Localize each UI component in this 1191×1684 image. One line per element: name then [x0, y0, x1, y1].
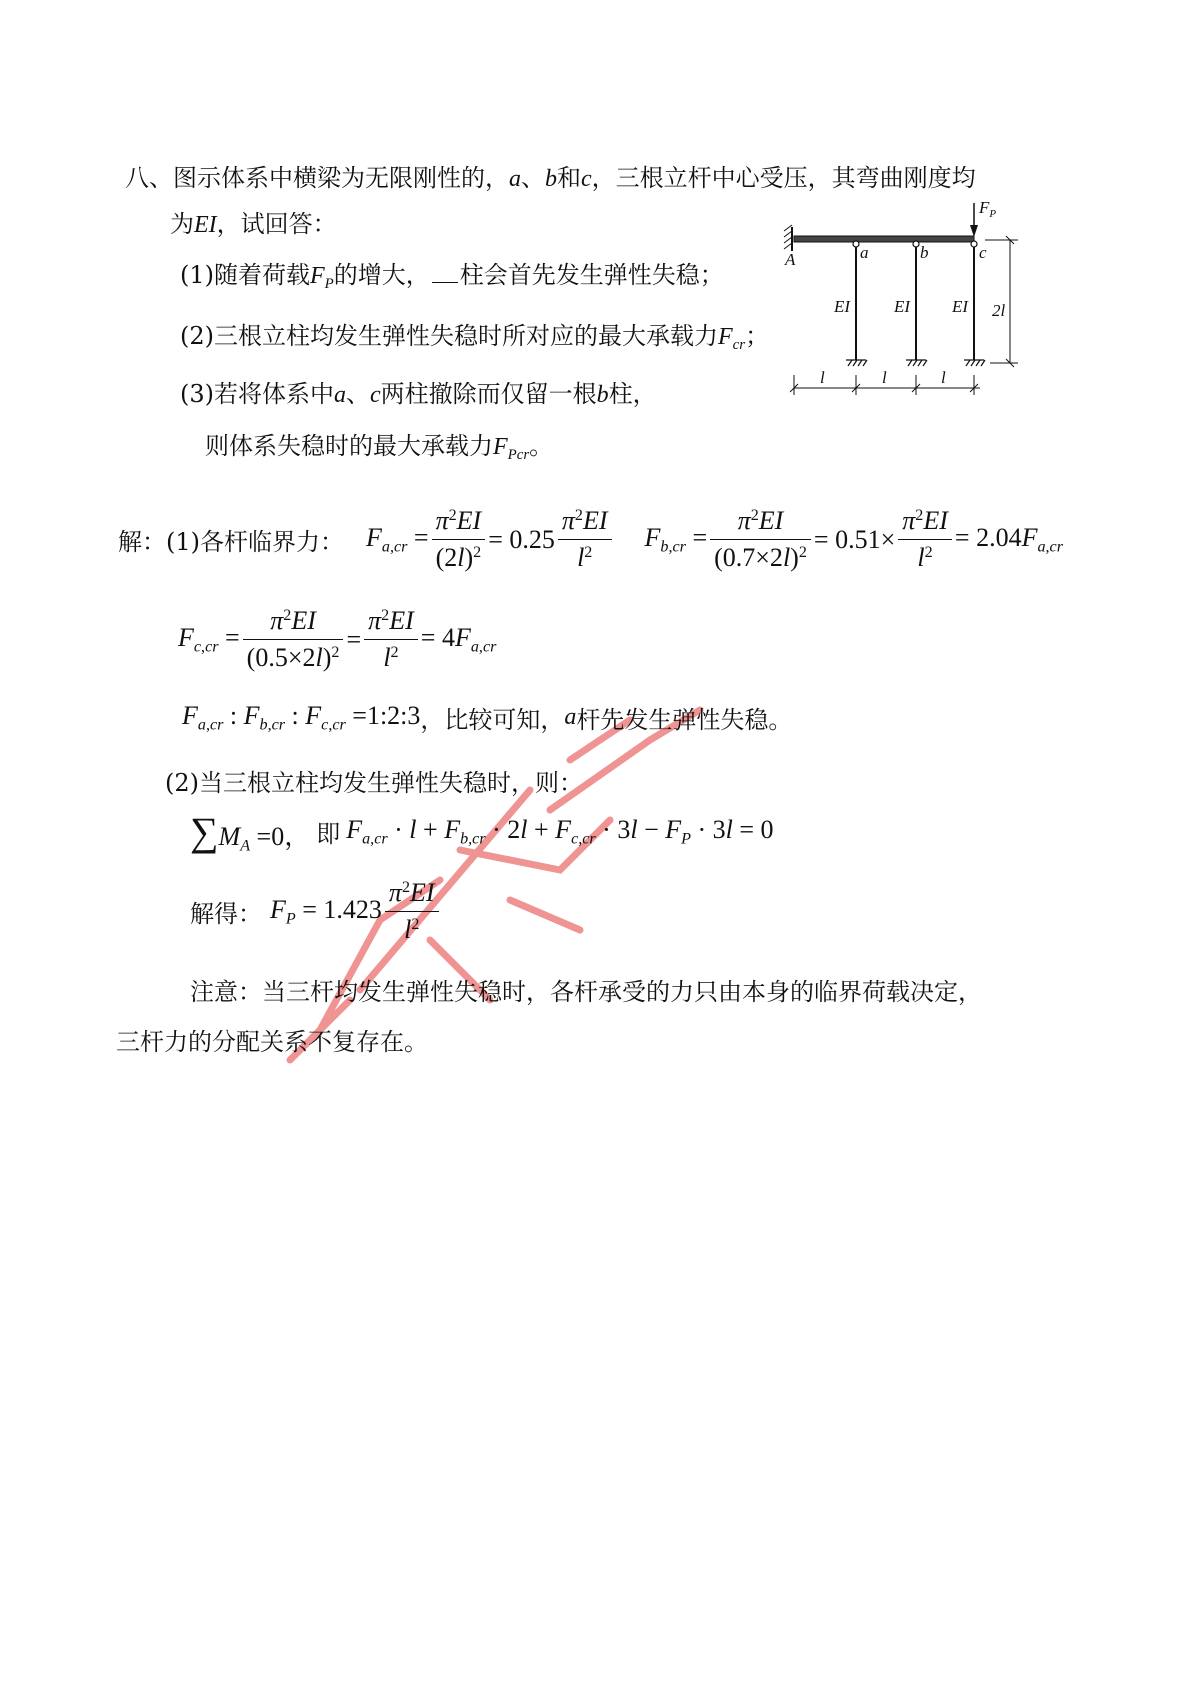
question-2: (2)三根立柱均发生弹性失稳时所对应的最大承载力$F_{cr}$； [180, 322, 770, 354]
solution-2-result: 解得： $F_P = 1.423$ $\frac{\pi^2EI}{l^2}$ [190, 878, 442, 945]
svg-text:EI: EI [894, 297, 911, 316]
question-3: (3)若将体系中a、c两柱撤除而仅留一根b柱， [180, 380, 657, 408]
svg-text:a: a [860, 243, 869, 262]
solution-1-line-1: 解：(1)各杆临界力： $F_{a,cr}$ = $\frac{\pi^2EI}{(2l)^2}$ = 0.25 $\frac{\pi^2EI}{l^2}$ $F_{b,cr}$ = $\frac{\pi^2EI}{(0.7\times 2l)^2}$ = 0.51× $\frac{\pi^2EI}{l^2}$ = $2.04F_{a,cr}$ [118, 506, 1063, 572]
problem-line-1: 八、图示体系中横梁为无限刚性的，a、b和c，三根立杆中心受压，其弯曲刚度均 [125, 164, 976, 192]
question-3-line-2: 则体系失稳时的最大承载力$F_{Pcr}$。 [205, 432, 554, 464]
svg-text:A: A [785, 250, 796, 269]
svg-text:FP: $F_P$ [979, 198, 997, 220]
problem-line-2: 为EI，试回答： [170, 210, 337, 238]
structure-diagram [780, 195, 1040, 410]
svg-text:l: l [820, 368, 825, 387]
svg-text:l: l [941, 368, 946, 387]
svg-text:c: c [979, 243, 987, 262]
svg-text:2l: 2l [992, 301, 1006, 320]
svg-text:EI: EI [952, 297, 969, 316]
svg-text:l: l [882, 368, 887, 387]
svg-text:EI: EI [834, 297, 851, 316]
question-1: (1)随着荷载$F_P$的增大， 柱会首先发生弹性失稳； [180, 261, 724, 293]
solution-1-line-2: $F_{c,cr}$ = $\frac{\pi^2EI}{(0.5\times 2l)^2}$ = $\frac{\pi^2EI}{l^2}$ = $4F_{a,cr}$ [178, 606, 497, 672]
rigid-beam [794, 236, 974, 242]
note-line-2: 三杆力的分配关系不复存在。 [116, 1028, 428, 1056]
note-line-1: 注意：当三杆均发生弹性失稳时，各杆承受的力只由本身的临界荷载决定， [190, 978, 982, 1006]
solution-2-label: (2)当三根立柱均发生弹性失稳时，则： [165, 769, 583, 797]
solution-2-moment-eq: $\sum M_A =0$， 即 $F_{a,cr} \cdot l + F_{b,cr} \cdot 2l + F_{c,cr} \cdot 3l - F_P \cdot 3l = 0$ [190, 809, 774, 855]
solution-1-ratio: $F_{a,cr}$ : $F_{b,cr}$ : $F_{c,cr}$ =1:2:3 ，比较可知， a 杆先发生弹性失稳。 [182, 700, 793, 734]
svg-text:b: b [920, 243, 929, 262]
blank-line [432, 264, 458, 283]
